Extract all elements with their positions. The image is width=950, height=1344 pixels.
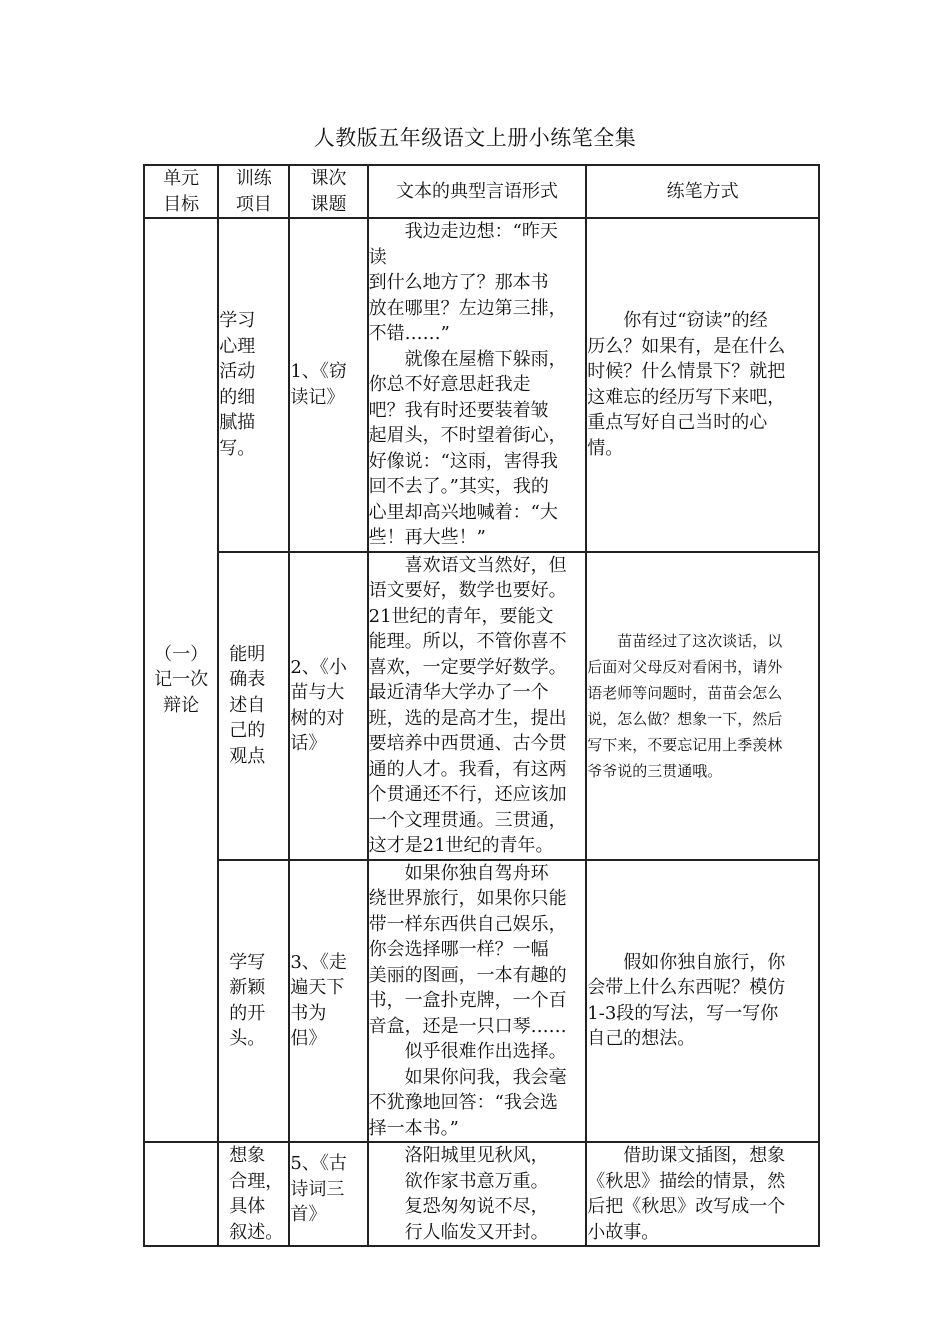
training-project-cell: 学习 心理 活动 的细 腻描 写。 [218,218,289,552]
typical-text-cell: 如果你独自驾舟环 绕世界旅行，如果你只能 带一样东西供自己娱乐， 你会选择哪一样？一幅 美丽的图画，一本有趣的 书，一盒扑克牌，一个百 音盒，还是一只口琴…… 似乎很难作出选择。 如果你问我，我会毫 不犹豫地回答：“我会选 择一本书。” [368,860,587,1143]
header-writing-method: 练笔方式 [586,165,819,218]
table-header-row [144,165,819,218]
training-project-cell: 想象 合理， 具体 叙述。 [218,1142,289,1246]
lesson-title-cell: 3、《走 遍天下 书为 侣》 [289,860,367,1143]
header-unit-goal: 单元 目标 [144,165,218,218]
table-row [144,218,819,552]
table-row [144,552,819,860]
unit-goal-cell-empty [144,1142,218,1246]
writing-method-cell: 你有过“窃读”的经 历么？如果有，是在什么 时候？什么情景下？就把 这难忘的经历写下来吧， 重点写好自己当时的心 情。 [586,218,819,552]
table-row [144,1142,819,1246]
lesson-title-cell: 2、《小 苗与大 树的对 话》 [289,552,367,860]
table-row [144,860,819,1143]
typical-text-cell: 喜欢语文当然好，但 语文要好，数学也要好。 21世纪的青年，要能文 能理。所以，不管你喜不 喜欢，一定要学好数学。 最近清华大学办了一个 班，选的是高才生，提出 要培养中西贯通、古今贯 通的人才。我看，有这两 个贯通还不行，还应该加 一个文理贯通。三贯通， 这才是21世纪的青年。 [368,552,587,860]
lesson-title-cell: 5、《古 诗词三 首》 [289,1142,367,1246]
header-typical-text: 文本的典型言语形式 [368,165,587,218]
header-lesson-title: 课次 课题 [289,165,367,218]
practice-table [143,164,820,1247]
writing-method-cell: 假如你独自旅行，你 会带上什么东西呢？模仿 1-3段的写法，写一写你 自己的想法。 [586,860,819,1143]
writing-method-cell: 借助课文插图，想象 《秋思》描绘的情景，然 后把《秋思》改写成一个 小故事。 [586,1142,819,1246]
header-training-project: 训练 项目 [218,165,289,218]
lesson-title-cell: 1、《窃 读记》 [289,218,367,552]
writing-method-cell: 苗苗经过了这次谈话，以 后面对父母反对看闲书，请外 语老师等问题时，苗苗会怎么 说，怎么做？想象一下，然后 写下来，不要忘记用上季羡林 爷爷说的三贯通哦。 [586,552,819,860]
typical-text-cell: 洛阳城里见秋风， 欲作家书意万重。 复恐匆匆说不尽， 行人临发又开封。 [368,1142,587,1246]
typical-text-cell: 我边走边想：“昨天 读 到什么地方了？那本书 放在哪里？左边第三排， 不错……” 就像在屋檐下躲雨， 你总不好意思赶我走 吧？我有时还要装着皱 起眉头，不时望着街心， 好像说：“这雨，害得我 回不去了。”其实，我的 心里却高兴地喊着：“大 些！再大些！” [368,218,587,552]
training-project-cell: 能明 确表 述自 己的 观点 [218,552,289,860]
page-title: 人教版五年级语文上册小练笔全集 [313,126,637,150]
unit-goal-cell: （一） 记一次 辩论 [144,218,218,1142]
training-project-cell: 学写 新颖 的开 头。 [218,860,289,1143]
